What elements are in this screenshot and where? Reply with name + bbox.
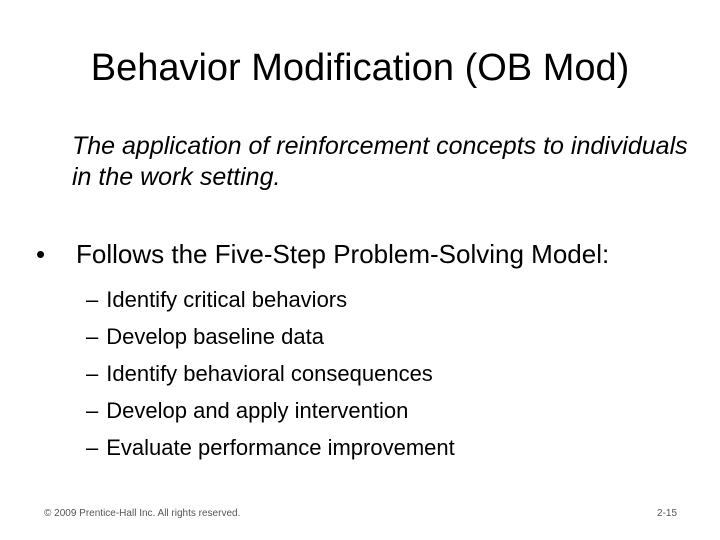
dash-icon: – <box>86 361 99 386</box>
list-item <box>86 281 455 318</box>
dash-icon: – <box>86 287 99 312</box>
list-item <box>86 355 455 392</box>
bullet-text: Follows the Five-Step Problem-Solving Model: <box>76 239 610 269</box>
steps-list <box>86 281 455 466</box>
dash-icon: – <box>86 324 99 349</box>
dash-icon: – <box>86 435 99 460</box>
step-text: Develop baseline data <box>106 324 324 349</box>
copyright-notice: © 2009 Prentice-Hall Inc. All rights reserved. <box>44 508 241 519</box>
step-text: Develop and apply intervention <box>106 398 409 423</box>
bullet-icon: • <box>36 239 46 269</box>
slide-title: Behavior Modification (OB Mod) <box>90 47 630 89</box>
bullet-item <box>36 237 609 271</box>
page-number: 2-15 <box>656 508 677 519</box>
list-item <box>86 392 455 429</box>
step-text: Identify critical behaviors <box>106 287 348 312</box>
step-text: Identify behavioral consequences <box>106 361 433 386</box>
list-item <box>86 429 455 466</box>
list-item <box>86 318 455 355</box>
dash-icon: – <box>86 398 99 423</box>
step-text: Evaluate performance improvement <box>106 435 455 460</box>
definition-text: The application of reinforcement concepts to individuals in the work setting. <box>72 132 688 191</box>
